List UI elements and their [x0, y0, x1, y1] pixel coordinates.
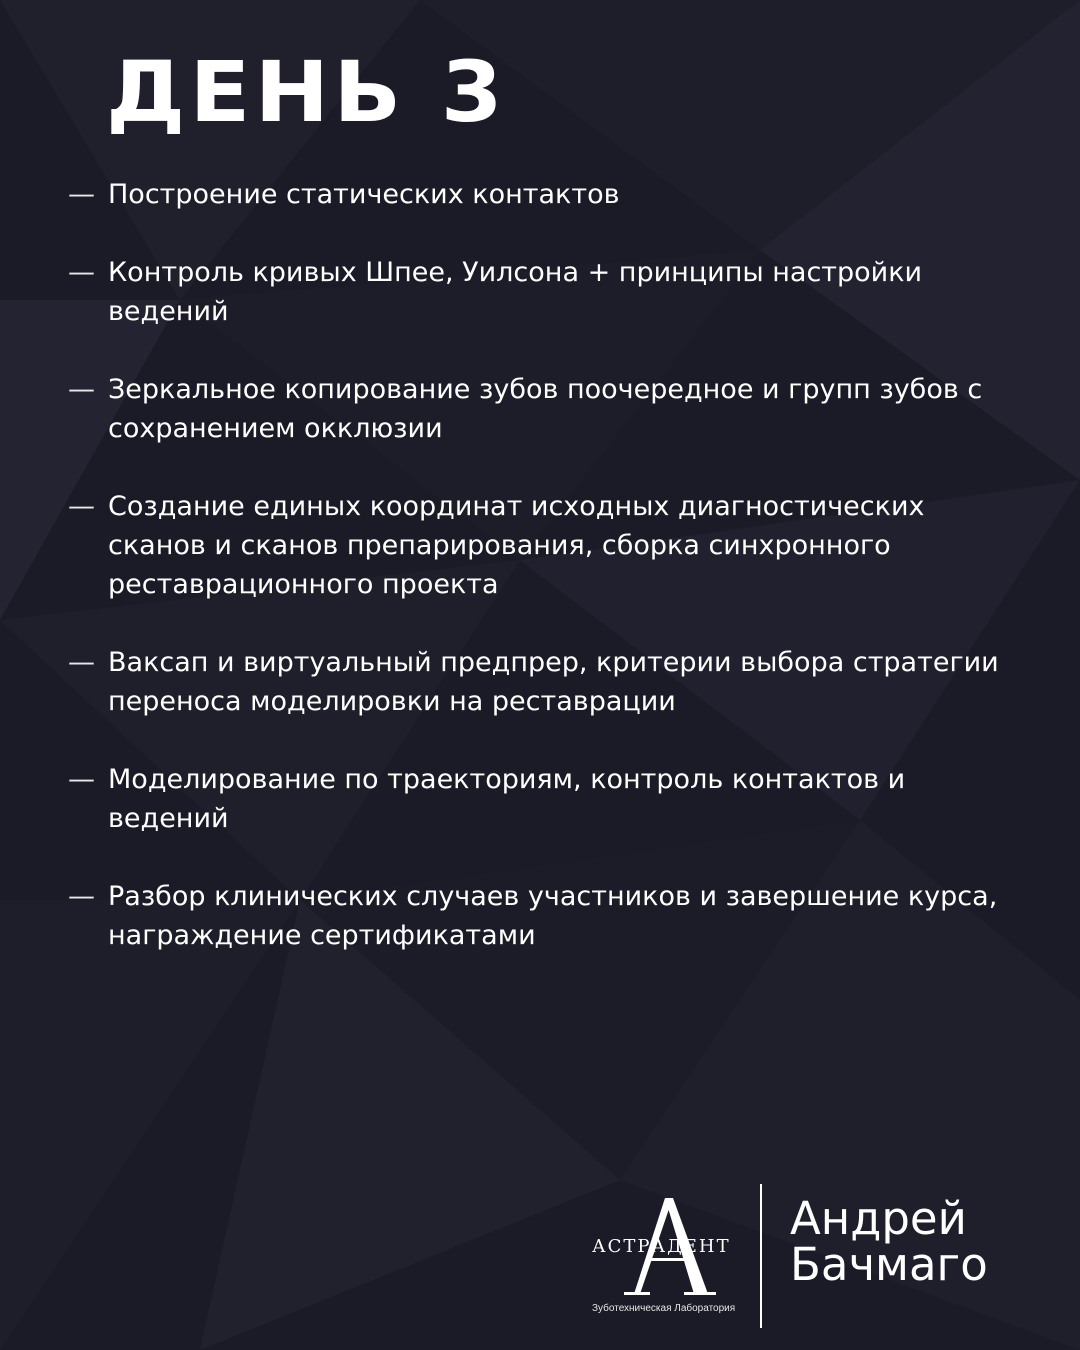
dash-bullet: — — [68, 374, 95, 405]
topic-text: Моделирование по траекториям, контроль контактов и ведений — [108, 764, 906, 834]
list-item — [0, 175, 1080, 214]
list-item — [0, 760, 1080, 838]
topic-text: Контроль кривых Шпее, Уилсона + принципы настройки ведений — [108, 257, 923, 327]
list-item — [0, 370, 1080, 448]
topic-text: Построение статических контактов — [108, 179, 620, 210]
dash-bullet: — — [68, 179, 95, 210]
topic-text: Создание единых координат исходных диагностических сканов и сканов препарирования, сборка синхронного реставрационного проекта — [108, 491, 925, 600]
topic-text: Ваксап и виртуальный предпрep, критерии выбора стратегии переноса моделировки на реставрации — [108, 647, 999, 717]
dash-bullet: — — [68, 257, 95, 288]
dash-bullet: — — [68, 491, 95, 522]
footer-divider — [760, 1184, 762, 1328]
logo-name: АСТРАДЕНТ — [592, 1236, 731, 1257]
list-item — [0, 643, 1080, 721]
author-first-name: Андрей — [790, 1192, 967, 1245]
author-last-name: Бачмаго — [790, 1238, 988, 1291]
dash-bullet: — — [68, 647, 95, 678]
list-item — [0, 877, 1080, 955]
page-title: ДЕНЬ 3 — [106, 43, 507, 141]
logo-subtitle: Зуботехническая Лаборатория — [592, 1303, 736, 1314]
author-name — [790, 1192, 988, 1291]
topic-list — [0, 175, 1080, 994]
dash-bullet: — — [68, 764, 95, 795]
list-item — [0, 253, 1080, 331]
topic-text: Зеркальное копирование зубов поочередное и групп зубов с сохранением окклюзии — [108, 374, 983, 444]
company-logo — [588, 1194, 738, 1318]
list-item — [0, 487, 1080, 604]
dash-bullet: — — [68, 881, 95, 912]
topic-text: Разбор клинических случаев участников и завершение курса, награждение сертификатами — [108, 881, 998, 951]
footer — [588, 1182, 1018, 1330]
